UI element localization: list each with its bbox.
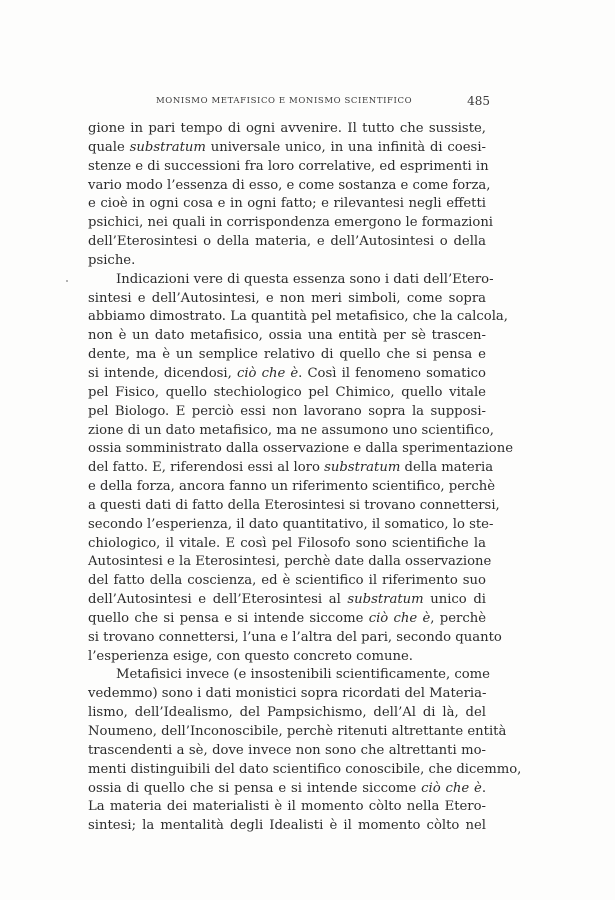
- text-line: [88, 761, 522, 780]
- text-run: trascendenti a sè, dove invece non sono che altrettanti mo-: [88, 742, 486, 758]
- text-line: [88, 780, 486, 799]
- text-line: [88, 120, 486, 139]
- text-run: sintesi; la mentalità degli Idealisti è il momento còlto nel: [88, 818, 486, 834]
- text-run: stenze e di successioni fra loro correlative, ed esprimenti in: [88, 158, 489, 174]
- text-run: La materia dei materialisti è il momento còlto nella Etero-: [88, 799, 486, 815]
- text-run: l’esperienza esige, con questo concreto comune.: [88, 648, 413, 664]
- text-run: Autosintesi e la Eterosintesi, perchè date dalla osservazione: [88, 554, 492, 570]
- text-line: [88, 158, 489, 177]
- text-line: [88, 704, 486, 723]
- margin-speck: [66, 280, 68, 282]
- text-run: non è un dato metafisico, ossia una entità per sè trascen-: [88, 328, 486, 344]
- text-line: [88, 666, 490, 685]
- text-run: vario modo l’essenza di esso, e come sostanza e come forza,: [88, 177, 491, 193]
- text-run: universale unico, in una infinità di coesi-: [205, 139, 486, 155]
- text-line: [88, 290, 486, 309]
- page-number: 485: [467, 94, 490, 108]
- text-run: si intende, dicendosi,: [88, 365, 237, 381]
- text-run: del fatto. E, riferendosi essi al loro: [88, 460, 325, 476]
- text-run: del fatto della coscienza, ed è scientifico il riferimento suo: [88, 573, 486, 589]
- text-run: ossia di quello che si pensa e si intende siccome: [88, 780, 422, 796]
- text-run: quale: [88, 139, 130, 155]
- text-line: [88, 440, 514, 459]
- text-run: Noumeno, dell’Inconoscibile, perchè ritenuti altrettante entità: [88, 724, 507, 739]
- text-line: [88, 214, 494, 233]
- italic-run: substratum: [129, 139, 206, 155]
- text-line: [88, 327, 486, 346]
- text-line: [88, 516, 494, 535]
- text-line: [88, 478, 496, 497]
- text-run: , perchè: [430, 610, 486, 626]
- text-run: .: [481, 780, 487, 796]
- text-line: [88, 271, 494, 290]
- running-head: [88, 96, 488, 112]
- text-run: a questi dati di fatto della Eterosintesi si trovano connettersi,: [88, 497, 500, 513]
- text-line: [88, 629, 502, 648]
- text-run: dell’Autosintesi e dell’Eterosintesi al: [88, 592, 348, 608]
- text-run: Metafisici invece (e insostenibili scientificamente, come: [116, 667, 490, 683]
- text-line: [88, 553, 492, 572]
- text-run: zione di un dato metafisico, ma ne assumono uno scientifico,: [88, 422, 494, 438]
- text-run: Indicazioni vere di questa essenza sono i dati dell’Etero-: [116, 271, 494, 287]
- running-title: MONISMO METAFISICO E MONISMO SCIENTIFICO: [156, 96, 413, 106]
- text-line: [88, 798, 486, 817]
- text-run: gione in pari tempo di ogni avvenire. Il tutto che sussiste,: [88, 121, 486, 136]
- text-run: . Così il fenomeno somatico: [298, 365, 486, 381]
- text-line: [88, 403, 486, 422]
- italic-run: substratum: [347, 592, 424, 608]
- italic-run: ciò che è: [368, 610, 431, 626]
- italic-run: substratum: [324, 460, 401, 476]
- text-line: [88, 384, 486, 403]
- text-run: lismo, dell’Idealismo, del Pampsichismo, dell’Al di là, del: [88, 705, 486, 721]
- body-text: [88, 120, 522, 836]
- text-run: chiologico, il vitale. E così pel Filosofo sono scientifiche la: [88, 535, 486, 551]
- text-line: [88, 365, 486, 384]
- text-run: pel Biologo. E perciò essi non lavorano sopra la supposi-: [88, 403, 486, 419]
- text-line: [88, 308, 508, 327]
- text-run: vedemmo) sono i dati monistici sopra ricordati del Materia-: [88, 686, 487, 702]
- text-run: si trovano connettersi, l’una e l’altra del pari, secondo quanto: [88, 629, 502, 645]
- text-run: dente, ma è un semplice relativo di quello che si pensa e: [88, 347, 486, 363]
- text-run: unico di: [423, 592, 487, 608]
- text-line: [88, 252, 486, 271]
- text-run: pel Fisico, quello stechiologico pel Chimico, quello vitale: [88, 384, 486, 400]
- text-run: della materia: [400, 460, 494, 476]
- text-line: [88, 572, 486, 591]
- text-line: [88, 346, 486, 365]
- text-line: [88, 817, 486, 836]
- text-run: psiche.: [88, 252, 136, 268]
- text-line: [88, 648, 486, 667]
- text-line: [88, 233, 486, 252]
- italic-run: ciò che è: [421, 780, 482, 796]
- italic-run: ciò che è: [236, 365, 299, 381]
- text-run: sintesi e dell’Autosintesi, e non meri simboli, come sopra: [88, 290, 486, 306]
- text-line: [88, 139, 486, 158]
- text-line: [88, 591, 486, 610]
- text-line: [88, 177, 491, 196]
- text-line: [88, 723, 507, 742]
- text-line: [88, 497, 500, 516]
- text-run: dell’Eterosintesi o della materia, e dell’Autosintesi o della: [88, 234, 486, 250]
- text-line: [88, 422, 494, 441]
- text-run: secondo l’esperienza, il dato quantitativo, il somatico, lo ste-: [88, 516, 494, 532]
- text-line: [88, 459, 494, 478]
- text-line: [88, 742, 486, 761]
- text-run: ossia somministrato dalla osservazione e dalla sperimentazione: [88, 441, 514, 457]
- text-line: [88, 685, 486, 704]
- text-run: quello che si pensa e si intende siccome: [88, 610, 369, 626]
- text-run: e cioè in ogni cosa e in ogni fatto; e rilevantesi negli effetti: [88, 196, 486, 212]
- text-run: psichici, nei quali in corrispondenza emergono le formazioni: [88, 215, 494, 231]
- text-line: [88, 195, 486, 214]
- text-run: e della forza, ancora fanno un riferimento scientifico, perchè: [88, 479, 496, 495]
- text-run: abbiamo dimostrato. La quantità pel metafisico, che la calcola,: [88, 309, 508, 325]
- text-run: menti distinguibili del dato scientifico conoscibile, che dicemmo,: [88, 761, 522, 777]
- text-line: [88, 610, 486, 629]
- text-line: [88, 535, 486, 554]
